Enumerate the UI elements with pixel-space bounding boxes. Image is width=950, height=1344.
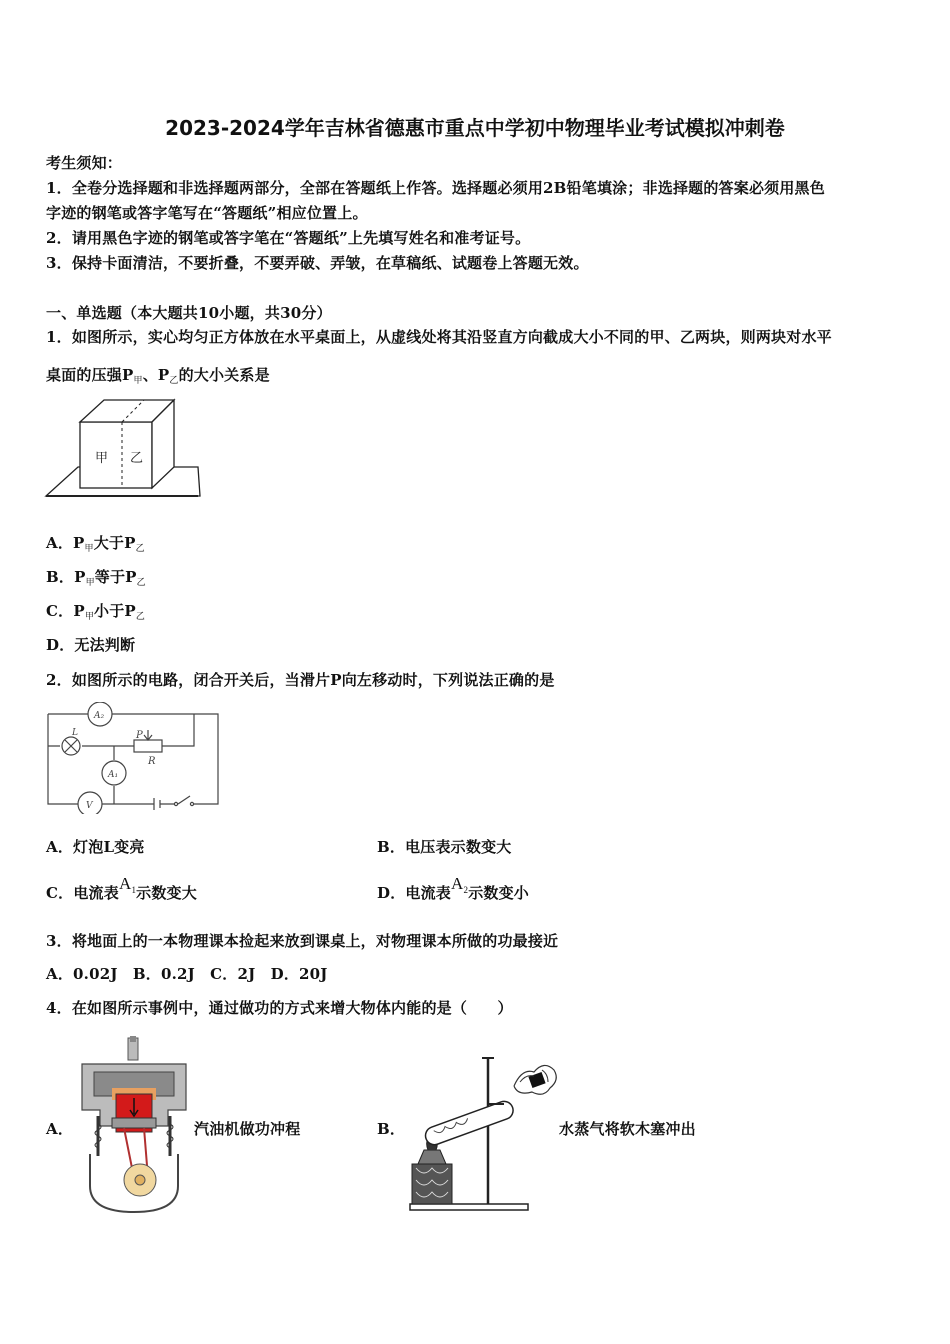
q4-option-b-label[interactable]: B． (377, 1120, 406, 1138)
q4-option-a-label[interactable]: A． (46, 1120, 74, 1138)
q1-cube-figure (44, 396, 202, 500)
ammeter-a1-symbol: $A_1$ (118, 874, 137, 895)
q1-option-c[interactable]: C．$P_甲$小于$P_乙$ (46, 602, 146, 622)
q2-fig-a2: A₂ (94, 711, 105, 721)
q4-option-a-text: 汽油机做功冲程 (194, 1120, 301, 1138)
q1-fig-label-jia: 甲 (95, 451, 109, 466)
q1-option-b[interactable]: B．$P_甲$等于$P_乙$ (46, 568, 146, 588)
q4-option-b-text: 水蒸气将软木塞冲出 (559, 1120, 696, 1138)
notice-item-3: 3．保持卡面清洁，不要折叠，不要弄破、弄皱，在草稿纸、试题卷上答题无效。 (46, 254, 589, 272)
notice-item-1: 1．全卷分选择题和非选择题两部分，全部在答题纸上作答。选择题必须用2B铅笔填涂；非选择题的答案必须用黑色 (46, 179, 825, 197)
q1-fig-label-yi: 乙 (130, 451, 144, 466)
q4-stem: 4．在如图所示事例中，通过做功的方式来增大物体内能的是（ ） (46, 999, 513, 1017)
q2-option-d[interactable]: D．电流表$A_2$示数变小 (377, 874, 530, 902)
notice-item-1-cont: 字迹的钢笔或答字笔写在“答题纸”相应位置上。 (46, 204, 368, 222)
page-title: 2023-2024学年吉林省德惠市重点中学初中物理毕业考试模拟冲刺卷 (165, 116, 785, 140)
q1-stem: 1．如图所示，实心均匀正方体放在水平桌面上，从虚线处将其沿竖直方向截成大小不同的甲、乙两块，则两块对水平 (46, 328, 832, 346)
ammeter-a2-symbol: $A_2$ (451, 874, 469, 895)
q1-option-a[interactable]: A．$P_甲$大于$P_乙$ (46, 534, 145, 554)
q2-fig-r: R (148, 756, 156, 767)
section-heading: 一、单选题（本大题共10小题，共30分） (46, 304, 332, 322)
q2-fig-v: V (86, 801, 93, 811)
q2-stem: 2．如图所示的电路，闭合开关后，当滑片P向左移动时，下列说法正确的是 (46, 671, 555, 689)
q2-circuit-figure (44, 702, 224, 814)
q3-stem: 3．将地面上的一本物理课本捡起来放到课桌上，对物理课本所做的功最接近 (46, 932, 559, 950)
q2-option-c[interactable]: C．电流表$A_1$示数变大 (46, 874, 197, 902)
q2-fig-a1: A₁ (108, 770, 119, 780)
notice-heading: 考生须知： (46, 154, 123, 172)
q2-fig-l: L (72, 728, 78, 738)
q2-option-a[interactable]: A．灯泡L变亮 (46, 838, 145, 856)
q2-fig-p: P (136, 730, 143, 741)
q4-steam-figure (404, 1056, 562, 1212)
q3-options[interactable]: A．0.02J B．0.2J C．2J D．20J (46, 965, 328, 983)
q2-option-b[interactable]: B．电压表示数变大 (377, 838, 512, 856)
q1-option-d[interactable]: D．无法判断 (46, 636, 136, 654)
q1-stem-cont: 桌面的压强$P_甲$、$P_乙$的大小关系是 (46, 366, 270, 386)
notice-item-2: 2．请用黑色字迹的钢笔或答字笔在“答题纸”上先填写姓名和准考证号。 (46, 229, 531, 247)
q4-engine-figure (76, 1036, 192, 1214)
